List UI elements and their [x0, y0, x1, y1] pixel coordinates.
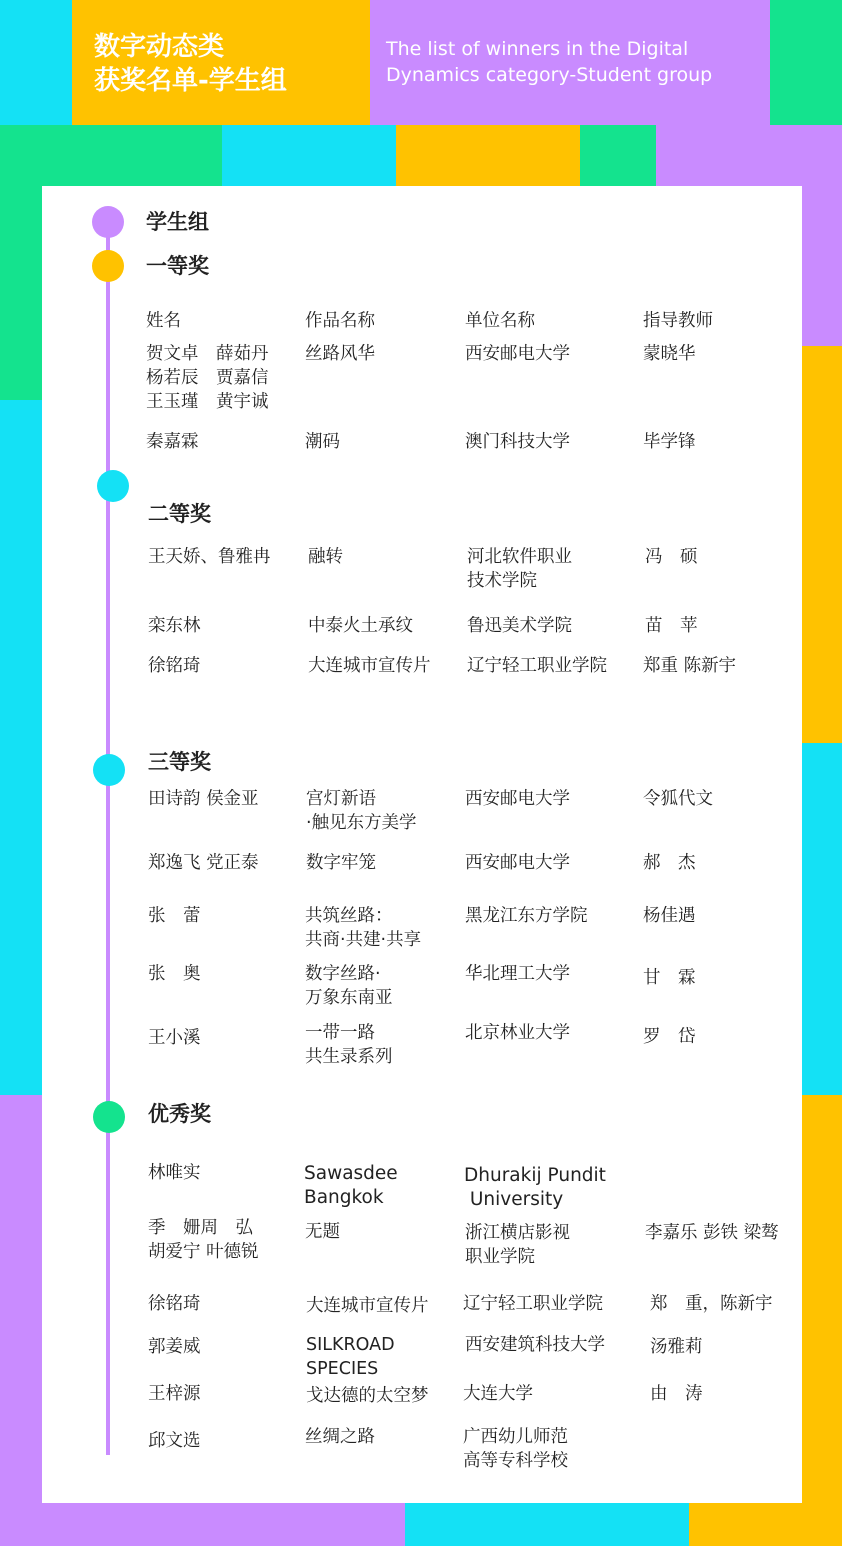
excellence-prize-title: 优秀奖	[148, 1102, 211, 1126]
unit-name: 大连大学	[463, 1384, 533, 1404]
unit-name: 北京林业大学	[465, 1023, 570, 1043]
second-prize-title: 二等奖	[148, 502, 211, 526]
winner-name: 郑逸飞 党正泰	[148, 853, 259, 873]
unit-name: 辽宁轻工职业学院	[467, 656, 607, 676]
work-title: 无题	[305, 1222, 340, 1242]
winner-name: 田诗韵 侯金亚	[148, 789, 259, 809]
work-title: 宫灯新语 ·触见东方美学	[306, 789, 417, 833]
bg-block	[0, 0, 72, 125]
work-title: 丝绸之路	[305, 1427, 375, 1447]
winner-name: 邱文选	[148, 1431, 201, 1451]
timeline-dot-green	[93, 1101, 125, 1133]
work-title: Sawasdee Bangkok	[304, 1163, 398, 1208]
winner-name: 郭姜威	[148, 1337, 201, 1357]
bg-block	[802, 346, 842, 743]
unit-name: 广西幼儿师范 高等专科学校	[463, 1427, 568, 1471]
header-title-en-line2: Dynamics category-Student group	[386, 64, 713, 86]
work-title: 中泰火土承纹	[308, 616, 413, 636]
bg-block	[0, 400, 42, 1095]
teacher-name: 冯 硕	[645, 547, 698, 567]
timeline-dot-purple	[92, 206, 124, 238]
winner-name: 徐铭琦	[148, 656, 201, 676]
bg-block	[0, 125, 222, 186]
teacher-name: 毕学锋	[643, 432, 696, 452]
winner-name: 徐铭琦	[148, 1294, 201, 1314]
unit-name: 黑龙江东方学院	[465, 906, 588, 926]
unit-name: 西安邮电大学	[465, 853, 570, 873]
winner-name: 王梓源	[148, 1384, 201, 1404]
group-title: 学生组	[146, 210, 209, 234]
first-prize-title: 一等奖	[146, 254, 209, 278]
unit-name: 西安邮电大学	[465, 344, 570, 364]
bg-block	[802, 743, 842, 1095]
winner-name: 张 蕾	[148, 906, 201, 926]
header-title-cn-line2: 获奖名单-学生组	[94, 66, 287, 96]
winner-name: 张 奥	[148, 964, 201, 984]
third-prize-title: 三等奖	[148, 750, 211, 774]
work-title: 大连城市宣传片	[306, 1296, 429, 1316]
winner-name: 季 姗周 弘 胡爱宁 叶德锐	[148, 1218, 259, 1262]
header-title-en-line1: The list of winners in the Digital	[386, 38, 689, 60]
timeline-dot-cyan	[97, 470, 129, 502]
work-title: SILKROAD SPECIES	[306, 1335, 395, 1379]
header-title-cn	[94, 30, 287, 98]
work-title: 共筑丝路： 共商·共建·共享	[305, 906, 422, 950]
unit-name: 辽宁轻工职业学院	[463, 1294, 603, 1314]
bg-block	[689, 1503, 802, 1546]
unit-name: 西安建筑科技大学	[465, 1335, 605, 1355]
bg-block	[222, 125, 396, 186]
teacher-name: 汤雅莉	[650, 1337, 703, 1357]
bg-block	[580, 125, 656, 186]
timeline-dot-cyan	[93, 754, 125, 786]
bg-block	[802, 1095, 842, 1546]
winner-name: 王天娇、鲁雅冉	[148, 547, 271, 567]
winner-name: 秦嘉霖	[146, 432, 199, 452]
timeline-line	[106, 222, 110, 1455]
winner-name: 林唯实	[148, 1163, 201, 1183]
bg-block	[0, 186, 42, 400]
teacher-name: 苗 苹	[645, 616, 698, 636]
winner-name: 王小溪	[148, 1028, 201, 1048]
work-title: 潮码	[305, 432, 340, 452]
teacher-name: 郑重 陈新宇	[643, 656, 737, 676]
bg-block	[770, 0, 842, 125]
header-title-cn-line1: 数字动态类	[94, 32, 225, 62]
bg-block	[802, 186, 842, 346]
teacher-name: 郑 重，陈新宇	[650, 1294, 773, 1314]
work-title: 丝路风华	[305, 344, 375, 364]
work-title: 融转	[308, 547, 343, 567]
bg-block	[656, 125, 842, 186]
unit-name: 浙江横店影视 职业学院	[465, 1223, 570, 1267]
timeline-dot-yellow	[92, 250, 124, 282]
bg-block	[0, 1095, 42, 1546]
header-title-en	[386, 36, 712, 88]
teacher-name: 蒙晓华	[643, 344, 696, 364]
column-header-work: 作品名称	[305, 311, 375, 331]
winner-name: 栾东林	[148, 616, 201, 636]
work-title: 戈达德的太空梦	[306, 1386, 429, 1406]
bg-block	[42, 1503, 405, 1546]
column-header-unit: 单位名称	[465, 311, 535, 331]
work-title: 大连城市宣传片	[308, 656, 431, 676]
unit-name: 华北理工大学	[465, 964, 570, 984]
unit-name: 河北软件职业 技术学院	[467, 547, 572, 591]
column-header-name: 姓名	[146, 311, 181, 331]
unit-name: 鲁迅美术学院	[467, 616, 572, 636]
unit-name: Dhurakij Pundit University	[464, 1165, 606, 1210]
teacher-name: 李嘉乐 彭铁 梁骜	[645, 1223, 779, 1243]
teacher-name: 甘 霖	[643, 968, 696, 988]
work-title: 数字丝路· 万象东南亚	[305, 964, 393, 1008]
bg-block	[405, 1503, 689, 1546]
teacher-name: 郝 杰	[643, 853, 696, 873]
winner-name: 贺文卓 薛茹丹 杨若辰 贾嘉信 王玉瑾 黄宇诚	[146, 344, 269, 412]
teacher-name: 令狐代文	[643, 789, 713, 809]
work-title: 一带一路 共生录系列	[305, 1023, 393, 1067]
teacher-name: 罗 岱	[643, 1027, 696, 1047]
column-header-teacher: 指导教师	[643, 311, 713, 331]
unit-name: 西安邮电大学	[465, 789, 570, 809]
work-title: 数字牢笼	[306, 853, 376, 873]
unit-name: 澳门科技大学	[465, 432, 570, 452]
bg-block	[396, 125, 580, 186]
teacher-name: 由 涛	[650, 1384, 703, 1404]
teacher-name: 杨佳遇	[643, 906, 696, 926]
